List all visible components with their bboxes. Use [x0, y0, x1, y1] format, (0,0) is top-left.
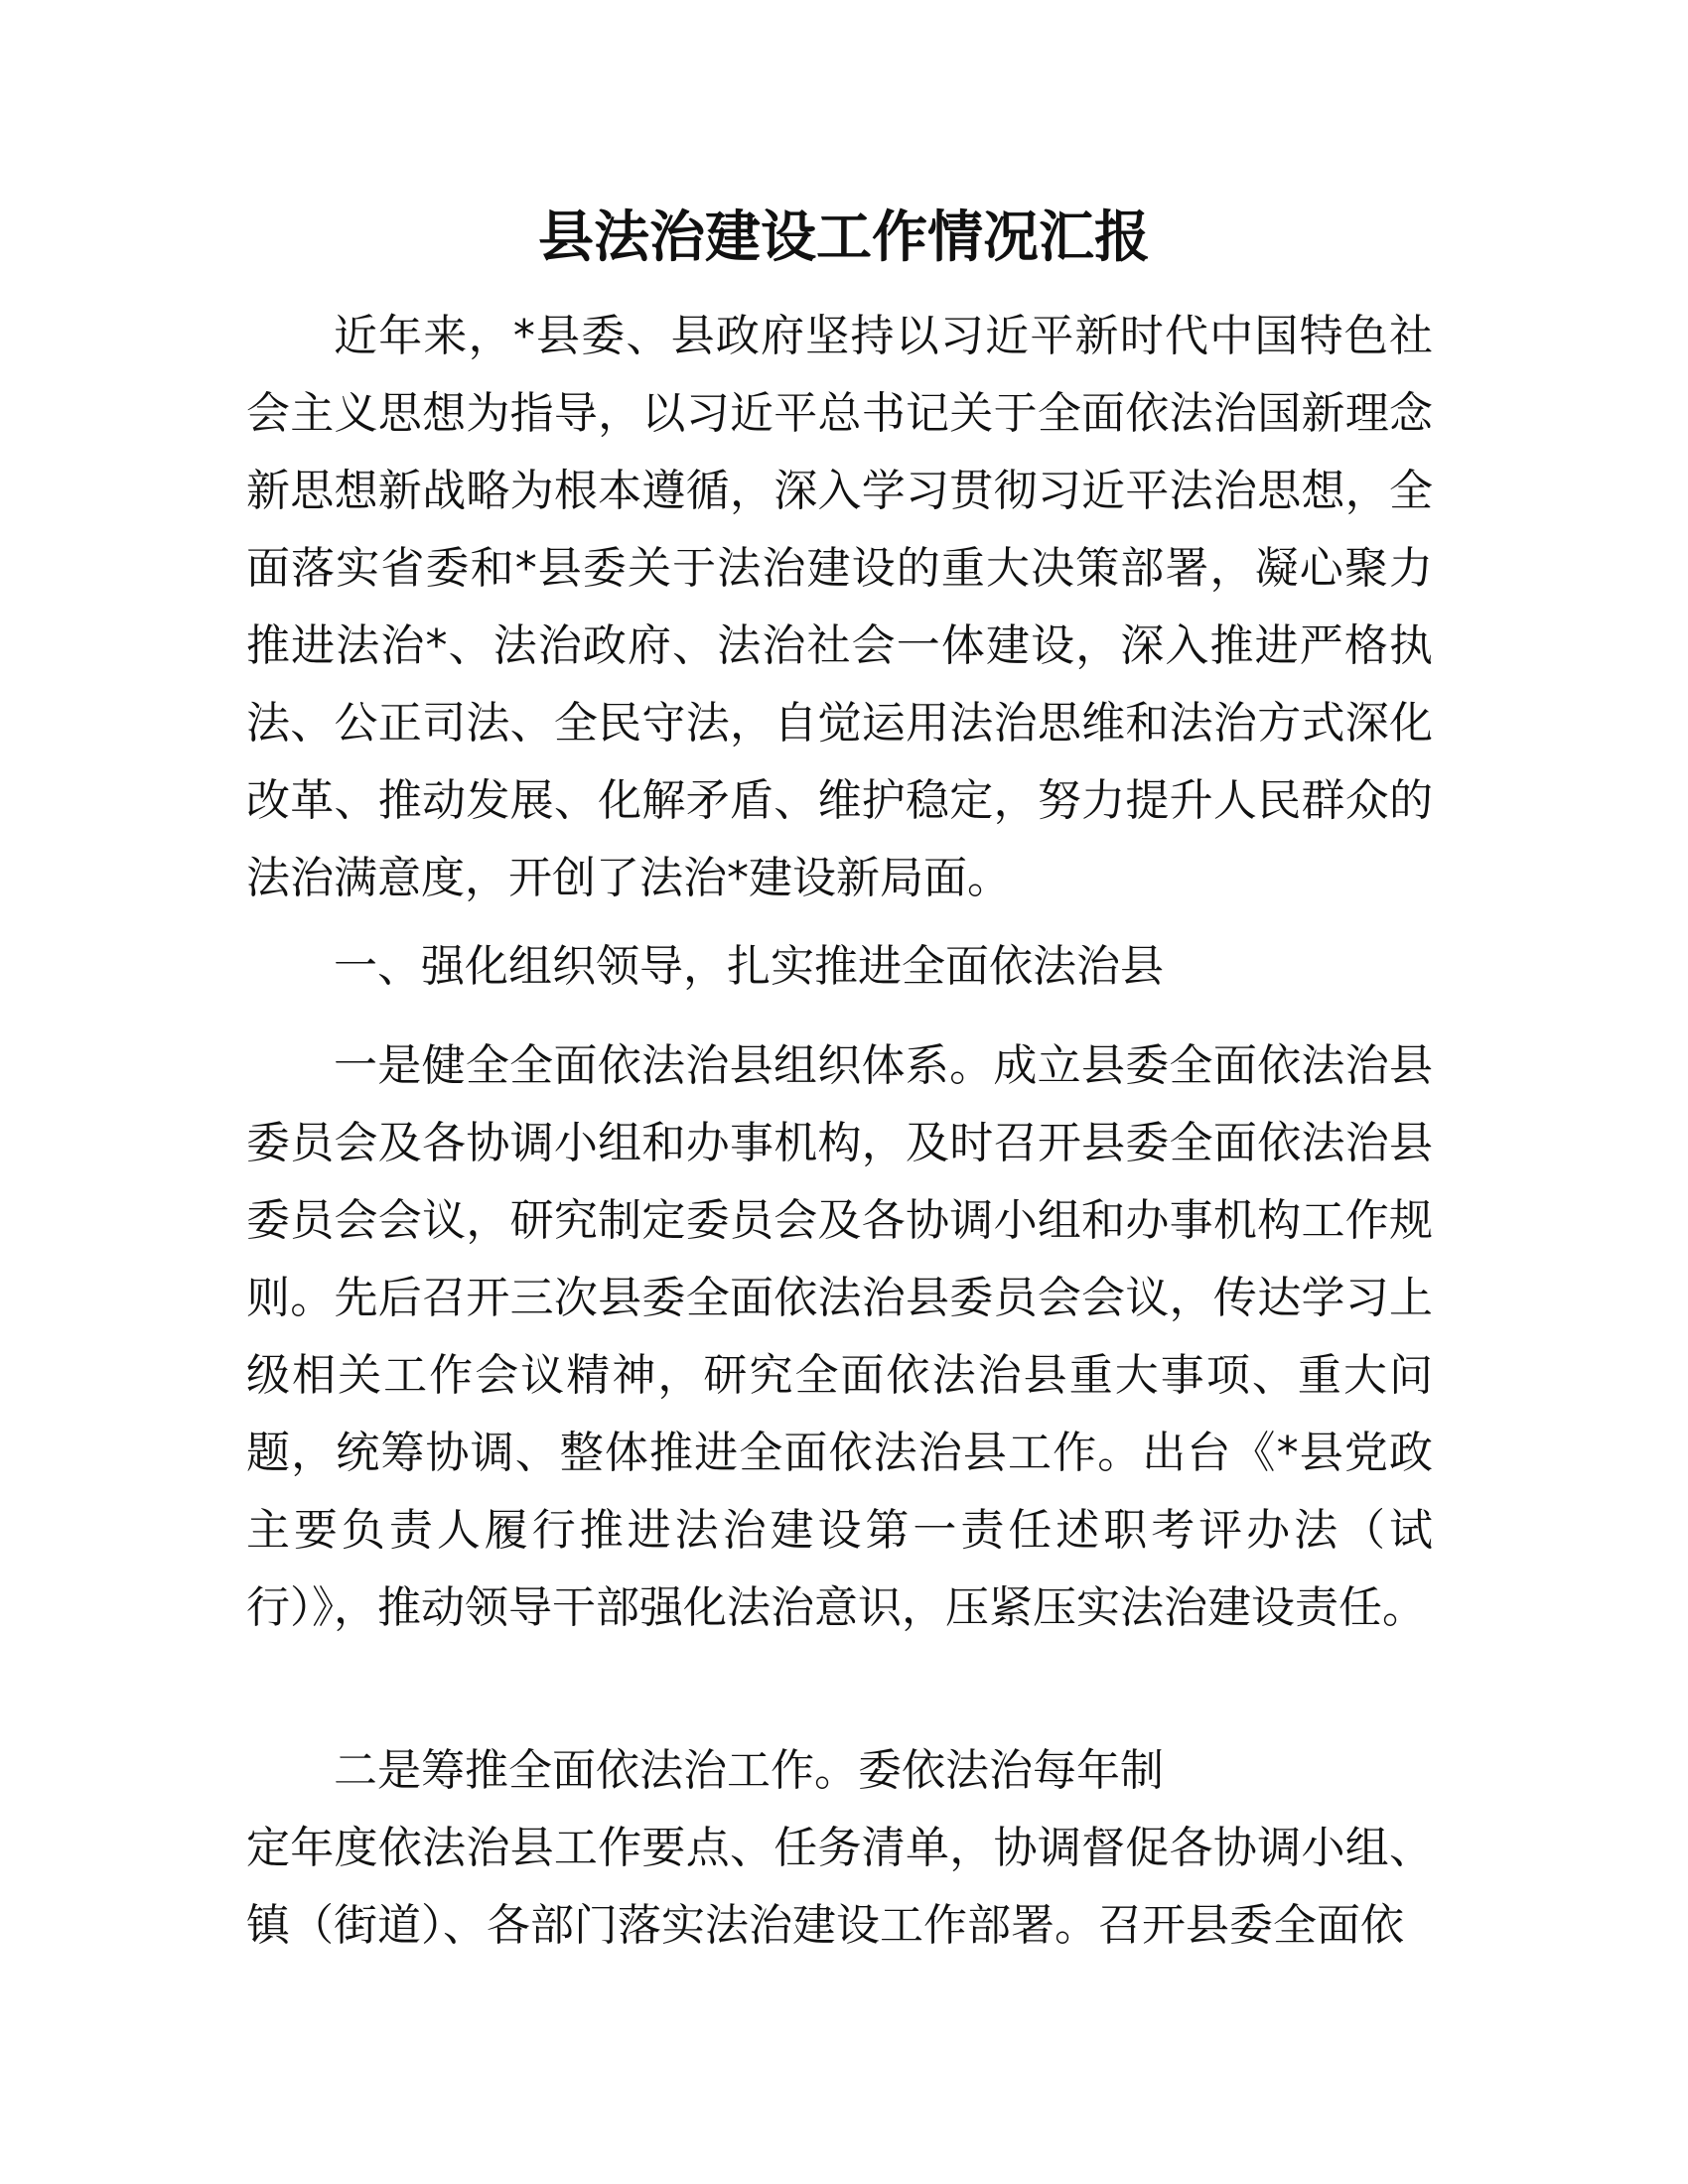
section-heading: 一、强化组织领导，扎实推进全面依法治县 [334, 941, 1164, 992]
page-title: 县法治建设工作情况汇报 [538, 205, 1150, 270]
intro-paragraph: 近年来，*县委、县政府坚持以习近平新时代中国特色社会主义思想为指导，以习近平总书记关于全面依法治国新理念新思想新战略为根本遵循，深入学习贯彻习近平法治思想，全面落实省委和*县委关于法治建设的重大决策部署，凝心聚力推进法治*、法治政府、法治社会一体建设，深入推进严格执法、公正司法、全民守法，自觉运用法治思维和法治方式深化改革、推动发展、化解矛盾、维护稳定，努力提升人民群众的法治满意度，开创了法治*建设新局面。 [246, 311, 1433, 903]
body-paragraph-item-1: 一是健全全面依法治县组织体系。成立县委全面依法治县委员会及各协调小组和办事机构，及时召开县委全面依法治县委员会会议，研究制定委员会及各协调小组和办事机构工作规则。先后召开三次县委全面依法治县委员会会议，传达学习上级相关工作会议精神，研究全面依法治县重大事项、重大问题，统筹协调、整体推进全面依法治县工作。出台《*县党政主要负责人履行推进法治建设第一责任述职考评办法（试行）》，推动领导干部强化法治意识，压紧压实法治建设责任。 [246, 1040, 1433, 1633]
body-paragraph-item-2-continuation: 定年度依法治县工作要点、任务清单，协调督促各协调小组、镇（街道）、各部门落实法治建设工作部署。召开县委全面依 [246, 1823, 1433, 1951]
body-paragraph-item-2-first-line: 二是筹推全面依法治工作。委依法治每年制 [334, 1745, 1164, 1796]
